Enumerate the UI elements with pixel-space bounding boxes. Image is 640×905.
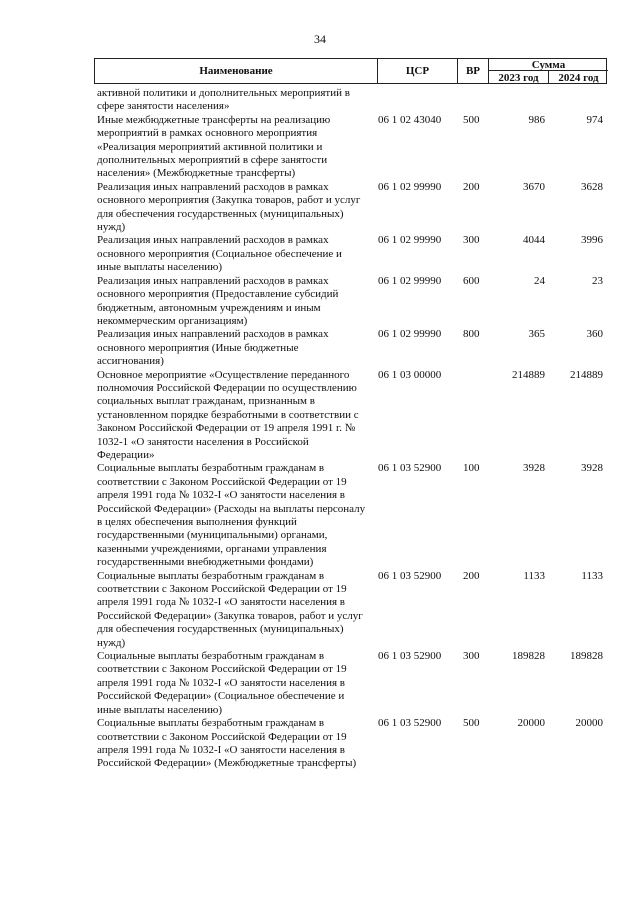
row-name: Реализация иных направлений расходов в рамках основного мероприятия (Иные бюджетные ассигнования) <box>97 328 329 368</box>
row-name: Реализация иных направлений расходов в рамках основного мероприятия (Предоставление субсидий бюджетным, автономным учреждениям и иным некоммерческим организациям) <box>97 274 339 327</box>
row-sum-2024: 189828 <box>570 650 603 663</box>
row-sum-2023: 3928 <box>523 462 545 475</box>
row-vr: 200 <box>463 569 480 582</box>
row-vr: 300 <box>463 650 480 663</box>
row-sum-2024: 3996 <box>581 234 603 247</box>
row-name: Социальные выплаты безработным гражданам в соответствии с Законом Российской Федерации от 19 апреля 1991 года № 1032-I «О занятости населения в Российской Федерации» (Межбюджетные трансферты) <box>97 717 357 770</box>
row-sum-2023: 214889 <box>512 368 545 381</box>
header-name: Наименование <box>95 59 378 83</box>
table-row <box>97 570 607 650</box>
row-sum-2023: 24 <box>534 274 545 287</box>
table-row <box>97 717 607 771</box>
row-csr: 06 1 03 52900 <box>378 462 442 475</box>
header-vr: ВР <box>458 59 489 83</box>
row-name: Социальные выплаты безработным гражданам в соответствии с Законом Российской Федерации от 19 апреля 1991 года № 1032-I «О занятости населения в Российской Федерации» (Социальное обеспечение и иные выплаты населению) <box>97 650 347 716</box>
row-csr: 06 1 02 43040 <box>378 113 442 126</box>
row-name: активной политики и дополнительных мероприятий в сфере занятости населения» <box>97 87 350 113</box>
row-sum-2023: 365 <box>528 328 545 341</box>
row-sum-2023: 4044 <box>523 234 545 247</box>
row-csr: 06 1 02 99990 <box>378 180 442 193</box>
row-csr: 06 1 03 52900 <box>378 569 442 582</box>
row-vr: 500 <box>463 717 480 730</box>
table-header <box>94 58 607 84</box>
row-vr: 100 <box>463 462 480 475</box>
row-name: Иные межбюджетные трансферты на реализацию мероприятий в рамках основного мероприятия «Реализация мероприятий активной политики и дополнительных мероприятий в сфере занятости населения» (Межбюджетные трансферты) <box>97 113 331 180</box>
row-vr: 300 <box>463 234 480 247</box>
row-vr: 200 <box>463 180 480 193</box>
row-sum-2024: 214889 <box>570 368 603 381</box>
row-vr: 800 <box>463 328 480 341</box>
table-row <box>97 181 607 235</box>
table-body <box>97 87 607 771</box>
table-row <box>97 369 607 463</box>
row-csr: 06 1 02 99990 <box>378 274 442 287</box>
row-vr: 600 <box>463 274 480 287</box>
header-year-2024: 2024 год <box>558 71 599 84</box>
table-row <box>97 462 607 569</box>
table-row <box>97 650 607 717</box>
row-csr: 06 1 02 99990 <box>378 328 442 341</box>
row-sum-2024: 20000 <box>575 717 603 730</box>
row-sum-2023: 1133 <box>523 569 545 582</box>
row-sum-2023: 189828 <box>512 650 545 663</box>
row-sum-2024: 3928 <box>581 462 603 475</box>
row-csr: 06 1 03 52900 <box>378 717 442 730</box>
row-name: Реализация иных направлений расходов в рамках основного мероприятия (Социальное обеспечение и иные выплаты населению) <box>97 234 342 274</box>
row-name: Социальные выплаты безработным гражданам в соответствии с Законом Российской Федерации от 19 апреля 1991 года № 1032-I «О занятости населения в Российской Федерации» (Расходы на выплаты персоналу в целях обеспечения выполнения функций государственными (муниципальными) органами, казенными учреждениями, органами управления государственными внебюджетными фондами) <box>97 462 366 569</box>
table-row <box>97 275 607 329</box>
table-row <box>97 87 607 114</box>
page-number: 34 <box>314 32 326 46</box>
header-year-2023: 2023 год <box>489 71 549 84</box>
row-csr: 06 1 03 52900 <box>378 650 442 663</box>
row-sum-2023: 20000 <box>517 717 545 730</box>
row-name: Основное мероприятие «Осуществление переданного полномочия Российской Федерации по осуществлению социальных выплат гражданам, признанным в установленном порядке безработными в соответствии с Законом Российской Федерации от 19 апреля 1991 г. № 1032-1 «О занятости населения в Российской Федерации» <box>97 368 359 461</box>
row-sum-2023: 3670 <box>523 180 545 193</box>
header-sum: Сумма <box>489 59 608 71</box>
row-csr: 06 1 02 99990 <box>378 234 442 247</box>
table-row <box>97 234 607 274</box>
row-sum-2024: 974 <box>586 113 603 126</box>
row-sum-2024: 1133 <box>581 569 603 582</box>
row-sum-2024: 3628 <box>581 180 603 193</box>
table-row <box>97 114 607 181</box>
header-csr: ЦСР <box>378 59 458 83</box>
row-sum-2024: 360 <box>586 328 603 341</box>
row-name: Реализация иных направлений расходов в рамках основного мероприятия (Закупка товаров, работ и услуг для обеспечения государственных (муниципальных) нужд) <box>97 180 361 234</box>
row-csr: 06 1 03 00000 <box>378 368 442 381</box>
row-sum-2024: 23 <box>592 274 603 287</box>
row-vr: 500 <box>463 113 480 126</box>
row-sum-2023: 986 <box>528 113 545 126</box>
table-row <box>97 328 607 368</box>
row-name: Социальные выплаты безработным гражданам в соответствии с Законом Российской Федерации от 19 апреля 1991 года № 1032-I «О занятости населения в Российской Федерации» (Закупка товаров, работ и услуг для обеспечения государственных (муниципальных) нужд) <box>97 569 363 649</box>
